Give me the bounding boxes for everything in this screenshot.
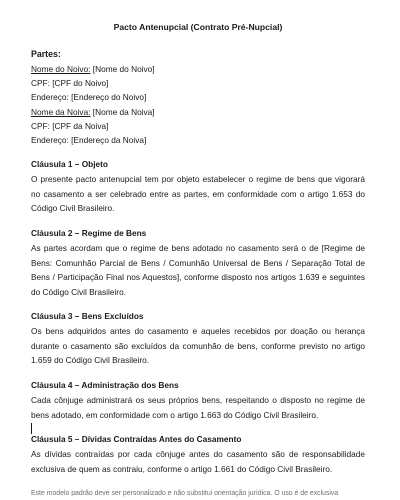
bride-name-label: Nome da Noiva: <box>31 106 91 117</box>
clause-3 <box>31 309 365 368</box>
clause-5-title: Cláusula 5 – Dívidas Contraídas Antes do Casamento <box>31 434 242 444</box>
bride-name-value: [Nome da Noiva] <box>90 106 155 117</box>
groom-address-line: Endereço: [Endereço do Noivo] <box>31 92 147 103</box>
clause-2-title: Cláusula 2 – Regime de Bens <box>31 228 147 238</box>
clause-5-body: As dívidas contraídas por cada cônjuge antes do casamento são de responsabilidade exclusiva de quem as contraiu, conforme o artigo 1.661 do Código Civil Brasileiro. <box>31 449 365 474</box>
footer-disclaimer: Este modelo padrão deve ser personalizado e não substitui orientação jurídica. O uso é de exclusiva <box>31 490 339 497</box>
parties-block <box>31 47 365 147</box>
clause-1-title: Cláusula 1 – Objeto <box>31 159 108 169</box>
clause-1-body: O presente pacto antenupcial tem por objeto estabelecer o regime de bens que vigorará no casamento a ser celebrado entre as partes, em conformidade com o artigo 1.653 do Código Civil Brasileiro. <box>31 174 365 214</box>
clause-4 <box>31 378 365 422</box>
clause-3-title: Cláusula 3 – Bens Excluídos <box>31 311 144 321</box>
bride-cpf-line: CPF: [CPF da Noiva] <box>31 120 109 131</box>
bride-name-line <box>31 105 365 119</box>
document-title: Pacto Antenupcial (Contrato Pré-Nupcial) <box>113 22 283 32</box>
groom-cpf-line: CPF: [CPF do Noivo] <box>31 78 109 89</box>
clause-2 <box>31 226 365 300</box>
groom-name-line <box>31 62 365 76</box>
clause-5 <box>31 432 365 476</box>
parties-heading: Partes: <box>31 49 61 59</box>
groom-name-label: Nome do Noivo: <box>31 64 91 74</box>
clause-1 <box>31 157 365 216</box>
groom-name-value: [Nome do Noivo] <box>90 64 155 74</box>
clause-4-body: Cada cônjuge administrará os seus próprios bens, respeitando o disposto no regime de bens adotado, em conformidade com o artigo 1.663 do Código Civil Brasileiro. <box>31 395 365 420</box>
clause-2-body: As partes acordam que o regime de bens adotado no casamento será o de [Regime de Bens: Comunhão Parcial de Bens / Comunhão Universal de Bens / Separação Total de Bens / Participação Final nos Aquestos], conforme disposto nos artigos 1.639 e seguintes do Código Civil Brasileiro. <box>31 243 365 298</box>
document-page <box>31 0 365 500</box>
clause-3-body: Os bens adquiridos antes do casamento e aqueles recebidos por doação ou herança durante o casamento são excluídos da comunhão de bens, conforme previsto no artigo 1.659 do Código Civil Brasileiro. <box>31 326 365 366</box>
bride-address-line: Endereço: [Endereço da Noiva] <box>31 135 147 146</box>
clause-4-title: Cláusula 4 – Administração dos Bens <box>31 380 179 390</box>
